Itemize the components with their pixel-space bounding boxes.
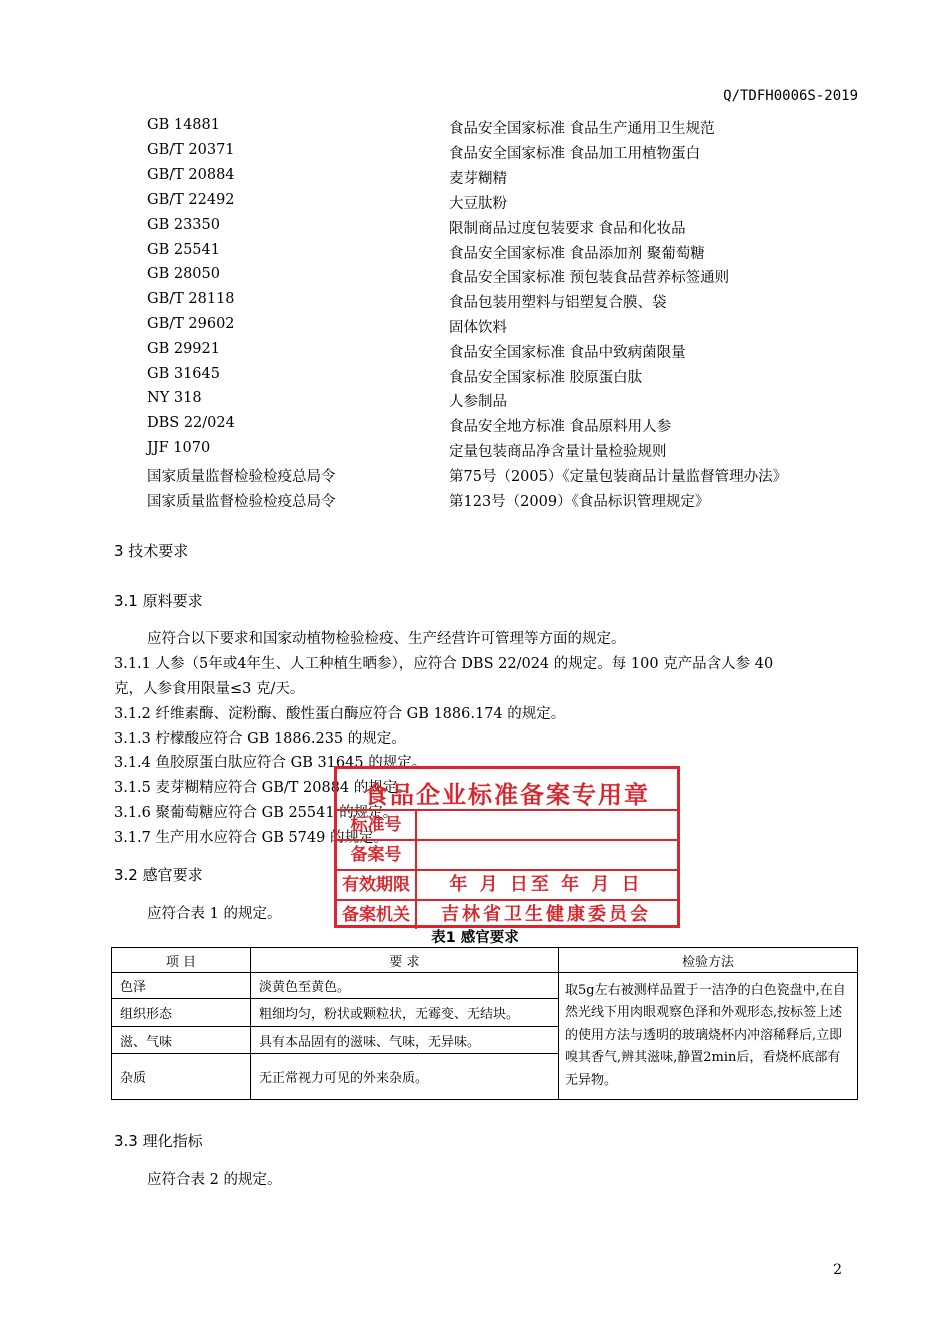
reference-title: 食品安全国家标准 预包装食品营养标签通则 [449,270,730,286]
reference-row [0,390,950,415]
reference-code: GB/T 20371 [147,142,235,158]
reference-title: 限制商品过度包装要求 食品和化妆品 [449,221,686,237]
paragraph: 3.1.4 鱼胶原蛋白肽应符合 GB 31645 的规定。 [114,755,427,771]
paragraph: 3.1.5 麦芽糊精应符合 GB/T 20884 的规定。 [114,780,412,796]
reference-row [0,217,950,242]
paragraph: 克，人参食用限量≤3 克/天。 [114,681,305,697]
filing-stamp [334,766,680,928]
table-row [112,973,858,999]
stamp-row [337,869,677,899]
reference-code: GB/T 28118 [147,291,235,307]
stamp-row [337,809,677,839]
reference-title: 第123号（2009）《食品标识管理规定》 [449,494,710,510]
reference-code: 国家质量监督检验检疫总局令 [147,494,336,510]
reference-title: 食品安全国家标准 食品加工用植物蛋白 [449,146,701,162]
reference-code: GB/T 20884 [147,167,235,183]
reference-title: 食品包装用塑料与铝塑复合膜、袋 [449,295,667,311]
table-cell-item: 组织形态 [112,999,251,1027]
reference-title: 大豆肽粉 [449,196,507,212]
reference-title: 第75号（2005）《定量包装商品计量监督管理办法》 [449,469,788,485]
reference-title: 食品安全国家标准 食品中致病菌限量 [449,345,686,361]
reference-row [0,465,950,490]
reference-title: 定量包装商品净含量计量检验规则 [449,444,667,460]
reference-row [0,242,950,267]
table-cell-req: 具有本品固有的滋味、气味，无异味。 [251,1027,559,1054]
reference-title: 麦芽糊精 [449,171,507,187]
reference-code: GB/T 29602 [147,316,235,332]
reference-row [0,341,950,366]
stamp-label: 备案号 [337,841,417,869]
table-cell-req: 粗细均匀，粉状或颗粒状，无霉变、无结块。 [251,999,559,1027]
stamp-value [419,811,673,839]
stamp-value [419,841,673,869]
reference-code: JJF 1070 [147,440,211,456]
stamp-row [337,899,677,929]
paragraph: 应符合表 2 的规定。 [147,1172,282,1188]
table-cell-item: 杂质 [112,1054,251,1100]
table-header-row [112,948,858,973]
table-cell-method: 取5g左右被测样品置于一洁净的白色瓷盘中,在自然光线下用肉眼观察色泽和外观形态,按标签上述的使用方法与透明的玻璃烧杯内冲溶稀释后,立即嗅其香气,辨其滋味,静置2min后，看烧杯底部有无异物。 [559,973,858,1100]
reference-row [0,192,950,217]
stamp-title: 食品企业标准备案专用章 [364,781,650,809]
reference-code: DBS 22/024 [147,415,235,431]
reference-code: NY 318 [147,390,202,406]
page-number: 2 [833,1262,842,1278]
paragraph: 3.1.7 生产用水应符合 GB 5749 的规定。 [114,830,388,846]
table-header: 检验方法 [559,948,858,973]
reference-title: 人参制品 [449,394,507,410]
stamp-grid [337,809,677,929]
table-header: 要 求 [251,948,559,973]
document-code: Q/TDFH0006S-2019 [723,88,858,104]
reference-row [0,366,950,391]
reference-title: 食品安全国家标准 食品生产通用卫生规范 [449,121,715,137]
reference-code: GB 31645 [147,366,220,382]
section-heading: 3.1 原料要求 [114,592,203,610]
stamp-label: 备案机关 [337,901,417,929]
paragraph: 3.1.3 柠檬酸应符合 GB 1886.235 的规定。 [114,731,406,747]
stamp-row [337,839,677,869]
table-caption: 表1 感官要求 [431,930,519,946]
sensory-table [111,947,858,1100]
table-cell-req: 无正常视力可见的外来杂质。 [251,1054,559,1100]
reference-code: GB 23350 [147,217,220,233]
paragraph: 应符合表 1 的规定。 [147,906,282,922]
stamp-label: 标准号 [337,811,417,839]
section-heading: 3.3 理化指标 [114,1132,203,1150]
reference-code: GB/T 22492 [147,192,235,208]
paragraph: 3.1.2 纤维素酶、淀粉酶、酸性蛋白酶应符合 GB 1886.174 的规定。 [114,706,566,722]
table-header: 项 目 [112,948,251,973]
section-heading: 3.2 感官要求 [114,866,203,884]
reference-title: 食品安全国家标准 胶原蛋白肽 [449,370,643,386]
reference-row [0,316,950,341]
reference-row [0,266,950,291]
reference-row [0,167,950,192]
reference-title: 固体饮料 [449,320,507,336]
section-heading: 3 技术要求 [114,542,189,560]
reference-title: 食品安全国家标准 食品添加剂 聚葡萄糖 [449,246,705,262]
paragraph: 3.1.1 人参（5年或4年生、人工种植生晒参），应符合 DBS 22/024 的规定。每 100 克产品含人参 40 [114,656,774,672]
paragraph: 应符合以下要求和国家动植物检验检疫、生产经营许可管理等方面的规定。 [147,631,626,647]
reference-code: GB 14881 [147,117,220,133]
reference-code: GB 29921 [147,341,220,357]
reference-row [0,142,950,167]
reference-code: GB 28050 [147,266,220,282]
table-cell-req: 淡黄色至黄色。 [251,973,559,999]
reference-code: GB 25541 [147,242,220,258]
reference-row [0,117,950,142]
reference-row [0,415,950,440]
reference-code: 国家质量监督检验检疫总局令 [147,469,336,485]
stamp-label: 有效期限 [337,871,417,899]
stamp-value: 年 月 日至 年 月 日 [449,874,643,895]
reference-row [0,440,950,465]
paragraph: 3.1.6 聚葡萄糖应符合 GB 25541 的规定。 [114,805,398,821]
reference-row [0,490,950,515]
table-cell-item: 色泽 [112,973,251,999]
table-cell-item: 滋、气味 [112,1027,251,1054]
reference-row [0,291,950,316]
stamp-value: 吉林省卫生健康委员会 [441,904,651,925]
reference-title: 食品安全地方标准 食品原料用人参 [449,419,672,435]
